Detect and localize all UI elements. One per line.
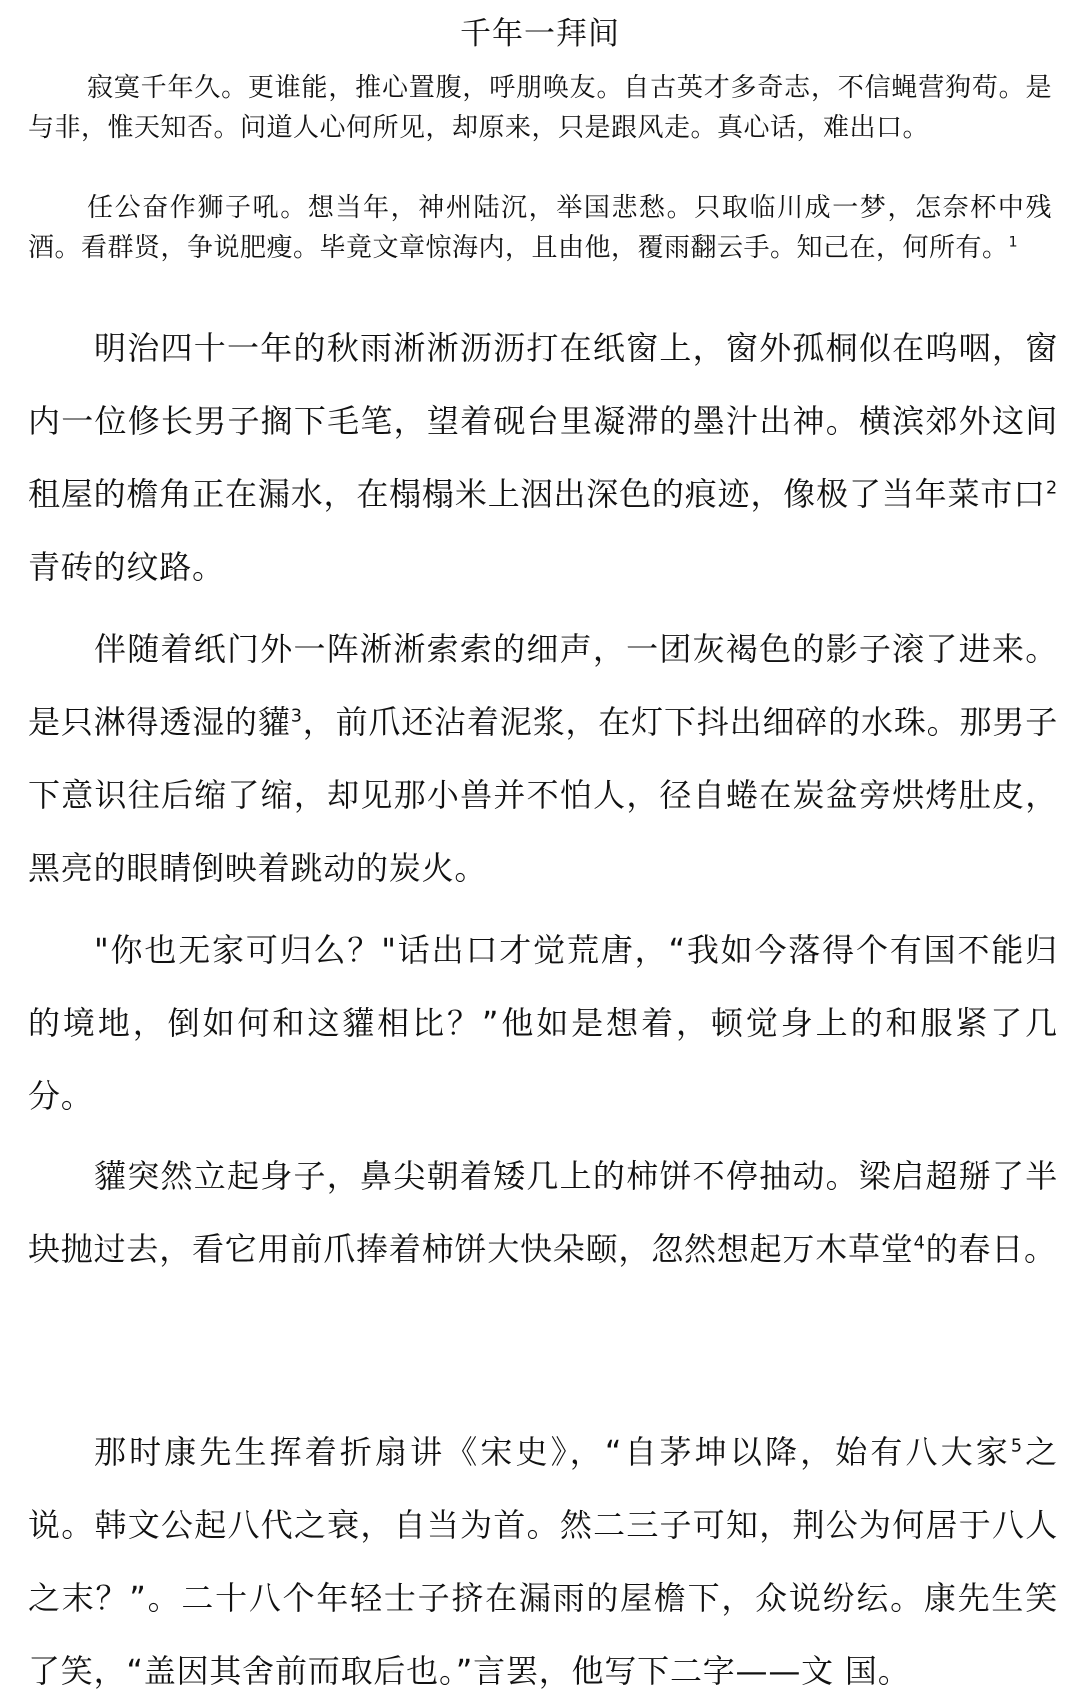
poem-stanza-1-text: 寂寞千年久。更谁能，推心置腹，呼朋唤友。自古英才多奇志，不信蝇营狗苟。是与非，惟天知否。问道人心何所见，却原来，只是跟风走。真心话，难出口。: [28, 73, 1052, 143]
poem-stanza-2-text: 任公奋作狮子吼。想当年，神州陆沉，举国悲愁。只取临川成一梦，怎奈杯中残酒。看群贤，争说肥瘦。毕竟文章惊海内，且由他，覆雨翻云手。知己在，何所有。: [28, 193, 1052, 263]
paragraph-2: [28, 613, 1058, 905]
paragraph-4: [28, 1140, 1058, 1286]
paragraph-text: "你也无家可归么？"话出口才觉荒唐，“我如今落得个有国不能归的境地，倒如何和这貛相比？”他如是想着，顿觉身上的和服紧了几分。: [28, 931, 1058, 1115]
poem-stanza-2: [28, 188, 1052, 268]
document-title: 千年一拜间: [460, 16, 620, 52]
paragraph-text: 青砖的纹路。: [28, 548, 225, 586]
paragraph-text: 伴随着纸门外一阵淅淅索索的细声，一团灰褐色的影子滚了进来。是只淋得透湿的貛: [28, 630, 1058, 741]
footnote-marker: 3: [290, 706, 303, 727]
paragraph-text: 明治四十一年的秋雨淅淅沥沥打在纸窗上，窗外孤桐似在呜咽，窗内一位修长男子搁下毛笔，望着砚台里凝滞的墨汁出神。横滨郊外这间租屋的檐角正在漏水，在榻榻米上洇出深色的痕迹，像极了当年菜市口: [28, 329, 1058, 513]
paragraph-text: ，前爪还沾着泥浆，在灯下抖出细碎的水珠。那男子下意识往后缩了缩，却见那小兽并不怕人，径自蜷在炭盆旁烘烤肚皮，黑亮的眼睛倒映着跳动的炭火。: [28, 703, 1059, 887]
paragraph-text: 之说。韩文公起八代之衰，自当为首。然二三子可知，荆公为何居于八人之末？”。二十八个年轻士子挤在漏雨的屋檐下，众说纷纭。康先生笑了笑，“盖因其舍前而取后也。”言罢，他写下二字——文 国。: [28, 1433, 1058, 1690]
footnote-marker: 4: [913, 1233, 926, 1254]
footnote-marker: 2: [1046, 478, 1058, 499]
poem-stanza-1: [28, 68, 1052, 148]
paragraph-text: 那时康先生挥着折扇讲《宋史》，“自茅坤以降，始有八大家: [94, 1433, 1011, 1471]
paragraph-text: 貛突然立起身子，鼻尖朝着矮几上的柿饼不停抽动。梁启超掰了半块抛过去，看它用前爪捧着柿饼大快朵颐，忽然想起万木草堂: [28, 1157, 1058, 1268]
footnote-marker: 1: [1008, 234, 1019, 251]
paragraph-5: [28, 1416, 1058, 1708]
paragraph-text: 的春日。: [925, 1230, 1057, 1268]
paragraph-1: [28, 312, 1058, 604]
footnote-marker: 5: [1010, 1436, 1023, 1457]
paragraph-3: [28, 914, 1058, 1133]
